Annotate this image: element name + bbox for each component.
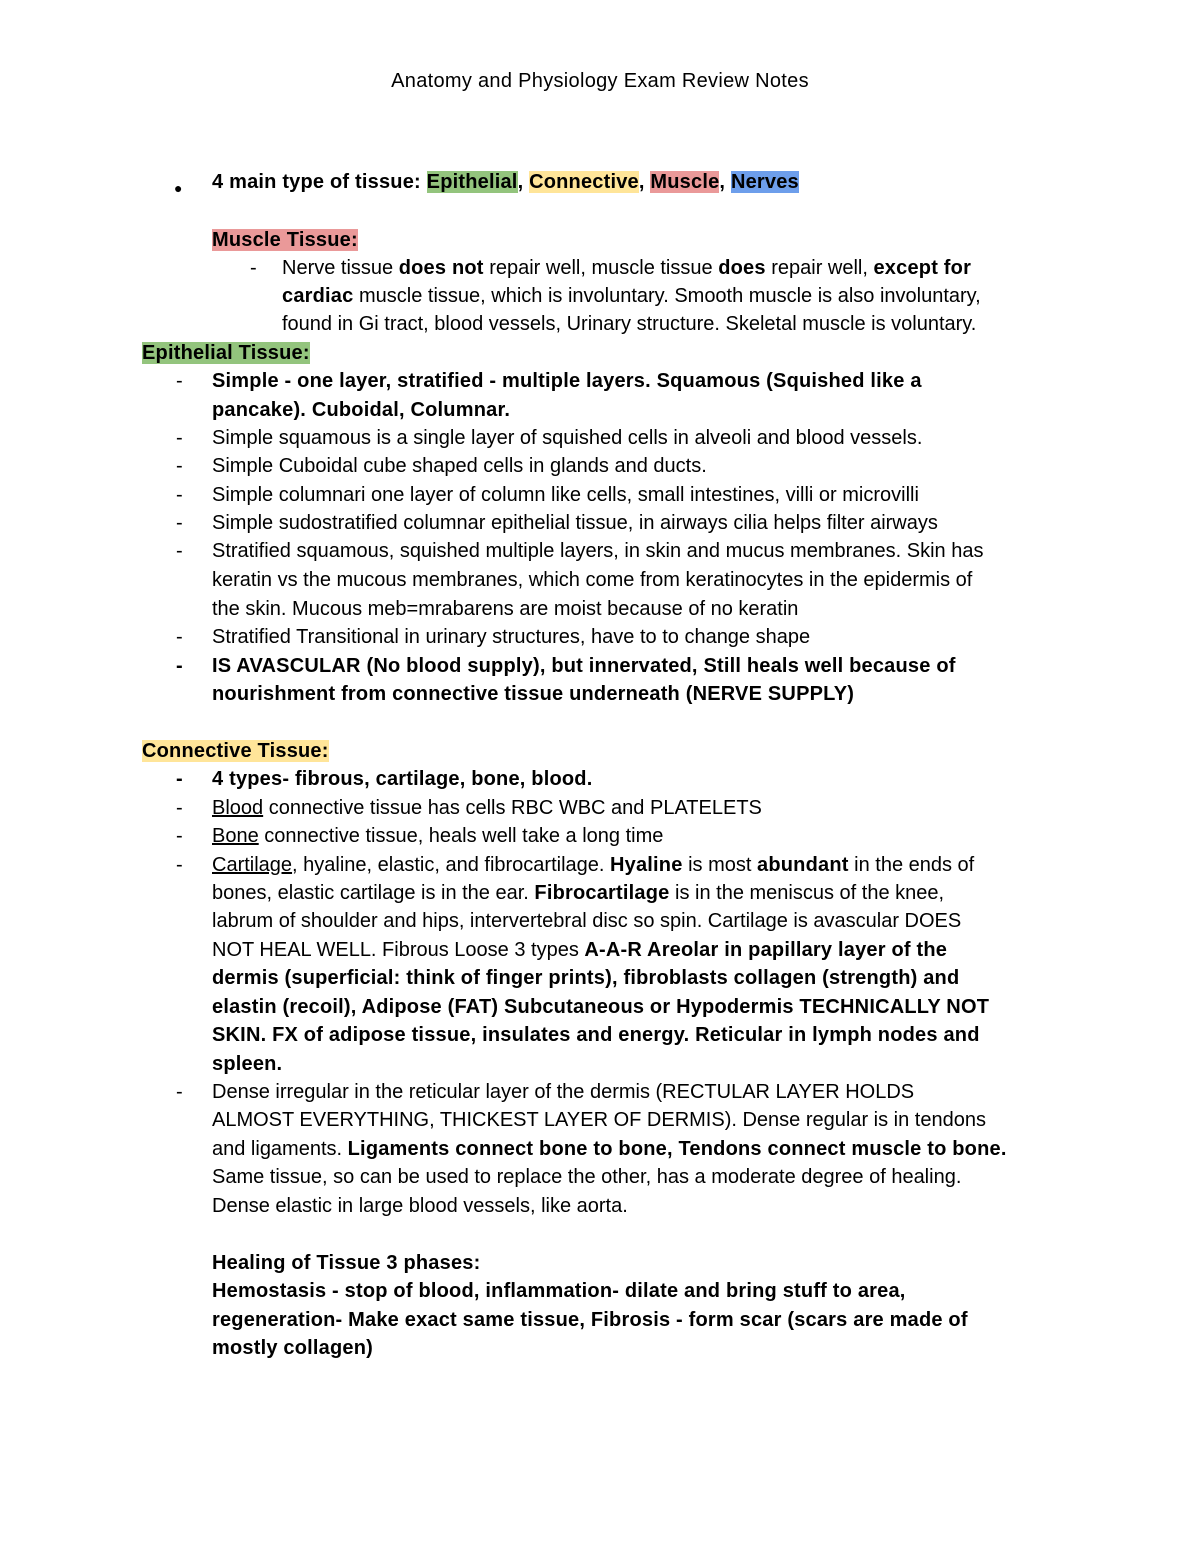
dash: - (176, 825, 183, 847)
dash: - (176, 370, 183, 392)
epithelial-line-3: Simple squamous is a single layer of squished cells in alveoli and blood vessels. (212, 427, 923, 449)
healing-heading: Healing of Tissue 3 phases: (212, 1252, 481, 1274)
connective-line-5 (212, 879, 944, 907)
healing-line-3: mostly collagen) (212, 1337, 374, 1359)
document-title: Anatomy and Physiology Exam Review Notes (391, 70, 809, 92)
text: , hyaline, elastic, and fibrocartilage. (292, 854, 610, 876)
muscle-tag: Muscle (650, 171, 720, 193)
epithelial-line-7: Stratified squamous, squished multiple layers, in skin and mucus membranes. Skin has (212, 540, 984, 562)
comma: , (719, 171, 731, 193)
epithelial-line-10: Stratified Transitional in urinary structures, have to to change shape (212, 626, 811, 648)
text: in the ends of (848, 854, 975, 876)
dash: - (176, 854, 183, 876)
dash: - (176, 1081, 183, 1103)
epithelial-line-11: IS AVASCULAR (No blood supply), but innervated, Still heals well because of (212, 655, 956, 677)
text: muscle tissue, which is involuntary. Smooth muscle is also involuntary, (353, 285, 981, 307)
bold-text: does not (398, 257, 484, 279)
connective-line-9: elastin (recoil), Adipose (FAT) Subcutaneous or Hypodermis TECHNICALLY NOT (212, 996, 990, 1018)
nerves-tag: Nerves (730, 171, 799, 193)
muscle-heading (212, 226, 358, 254)
epithelial-heading (142, 339, 310, 367)
muscle-line-2 (282, 282, 981, 310)
connective-line-2 (212, 794, 762, 822)
epithelial-line-4: Simple Cuboidal cube shaped cells in glands and ducts. (212, 455, 707, 477)
dash: - (176, 484, 183, 506)
epithelial-heading-text: Epithelial Tissue: (142, 342, 310, 364)
tissue-types-line (212, 168, 799, 196)
text: NOT HEAL WELL. Fibrous Loose 3 types (212, 939, 585, 961)
epithelial-line-12: nourishment from connective tissue underneath (NERVE SUPPLY) (212, 683, 855, 705)
connective-line-13: ALMOST EVERYTHING, THICKEST LAYER OF DERMIS). Dense regular is in tendons (212, 1109, 986, 1131)
epithelial-line-1: Simple - one layer, stratified - multiple layers. Squamous (Squished like a (212, 370, 922, 392)
connective-line-10: SKIN. FX of adipose tissue, insulates and energy. Reticular in lymph nodes and (212, 1024, 980, 1046)
text: connective tissue has cells RBC WBC and PLATELETS (263, 797, 762, 819)
comma: , (517, 171, 530, 193)
dash: - (176, 768, 183, 790)
text: is most (682, 854, 757, 876)
bold-text: abundant (757, 854, 849, 876)
connective-line-1: 4 types- fibrous, cartilage, bone, blood. (212, 768, 593, 790)
dash: - (176, 797, 183, 819)
connective-line-14 (212, 1135, 1007, 1163)
bold-text: Ligaments connect bone to bone, Tendons connect muscle to bone. (347, 1138, 1007, 1160)
connective-line-16: Dense elastic in large blood vessels, like aorta. (212, 1195, 628, 1217)
bold-text: A-A-R Areolar in papillary layer of the (584, 939, 948, 961)
text: connective tissue, heals well take a long time (258, 825, 664, 847)
dash: - (176, 427, 183, 449)
connective-line-4 (212, 851, 974, 879)
text: is in the meniscus of the knee, (669, 882, 945, 904)
muscle-heading-text: Muscle Tissue: (212, 229, 358, 251)
epithelial-tag: Epithelial (426, 171, 518, 193)
underlined-text: Bone (212, 825, 259, 847)
connective-heading (142, 737, 329, 765)
connective-line-11: spleen. (212, 1053, 283, 1075)
underlined-text: Cartilage (212, 854, 293, 876)
underlined-text: Blood (212, 797, 264, 819)
text: and ligaments. (212, 1138, 348, 1160)
comma: , (638, 171, 651, 193)
epithelial-line-9: the skin. Mucous meb=mrabarens are moist because of no keratin (212, 598, 799, 620)
connective-heading-text: Connective Tissue: (142, 740, 329, 762)
healing-line-2: regeneration- Make exact same tissue, Fibrosis - form scar (scars are made of (212, 1309, 968, 1331)
bold-text: except for (873, 257, 972, 279)
bold-text: Hyaline (610, 854, 683, 876)
text: repair well, muscle tissue (483, 257, 719, 279)
muscle-line-1 (282, 254, 971, 282)
text: repair well, (765, 257, 874, 279)
connective-line-3 (212, 822, 663, 850)
connective-tag: Connective (529, 171, 639, 193)
healing-line-1: Hemostasis - stop of blood, inflammation- dilate and bring stuff to area, (212, 1280, 906, 1302)
tissue-types-prefix: 4 main type of tissue: (212, 171, 427, 193)
bold-text: Fibrocartilage (534, 882, 670, 904)
muscle-line-3: found in Gi tract, blood vessels, Urinary structure. Skeletal muscle is voluntary. (282, 313, 977, 335)
dash: - (176, 626, 183, 648)
connective-line-8: dermis (superficial: think of finger prints), fibroblasts collagen (strength) and (212, 967, 960, 989)
bold-text: does (718, 257, 766, 279)
connective-line-6: labrum of shoulder and hips, intervertebral disc so spin. Cartilage is avascular DOES (212, 910, 962, 932)
epithelial-line-6: Simple sudostratified columnar epithelial tissue, in airways cilia helps filter airways (212, 512, 938, 534)
bullet-icon: ● (174, 180, 183, 196)
connective-line-15: Same tissue, so can be used to replace the other, has a moderate degree of healing. (212, 1166, 962, 1188)
epithelial-line-5: Simple columnari one layer of column like cells, small intestines, villi or microvilli (212, 484, 919, 506)
text: bones, elastic cartilage is in the ear. (212, 882, 535, 904)
bold-text: cardiac (282, 285, 354, 307)
dash: - (176, 655, 183, 677)
dash: - (250, 257, 257, 279)
epithelial-line-2: pancake). Cuboidal, Columnar. (212, 399, 511, 421)
connective-line-12: Dense irregular in the reticular layer of the dermis (RECTULAR LAYER HOLDS (212, 1081, 915, 1103)
text: Nerve tissue (282, 257, 399, 279)
epithelial-line-8: keratin vs the mucous membranes, which come from keratinocytes in the epidermis of (212, 569, 973, 591)
dash: - (176, 540, 183, 562)
dash: - (176, 512, 183, 534)
connective-line-7 (212, 936, 947, 964)
dash: - (176, 455, 183, 477)
